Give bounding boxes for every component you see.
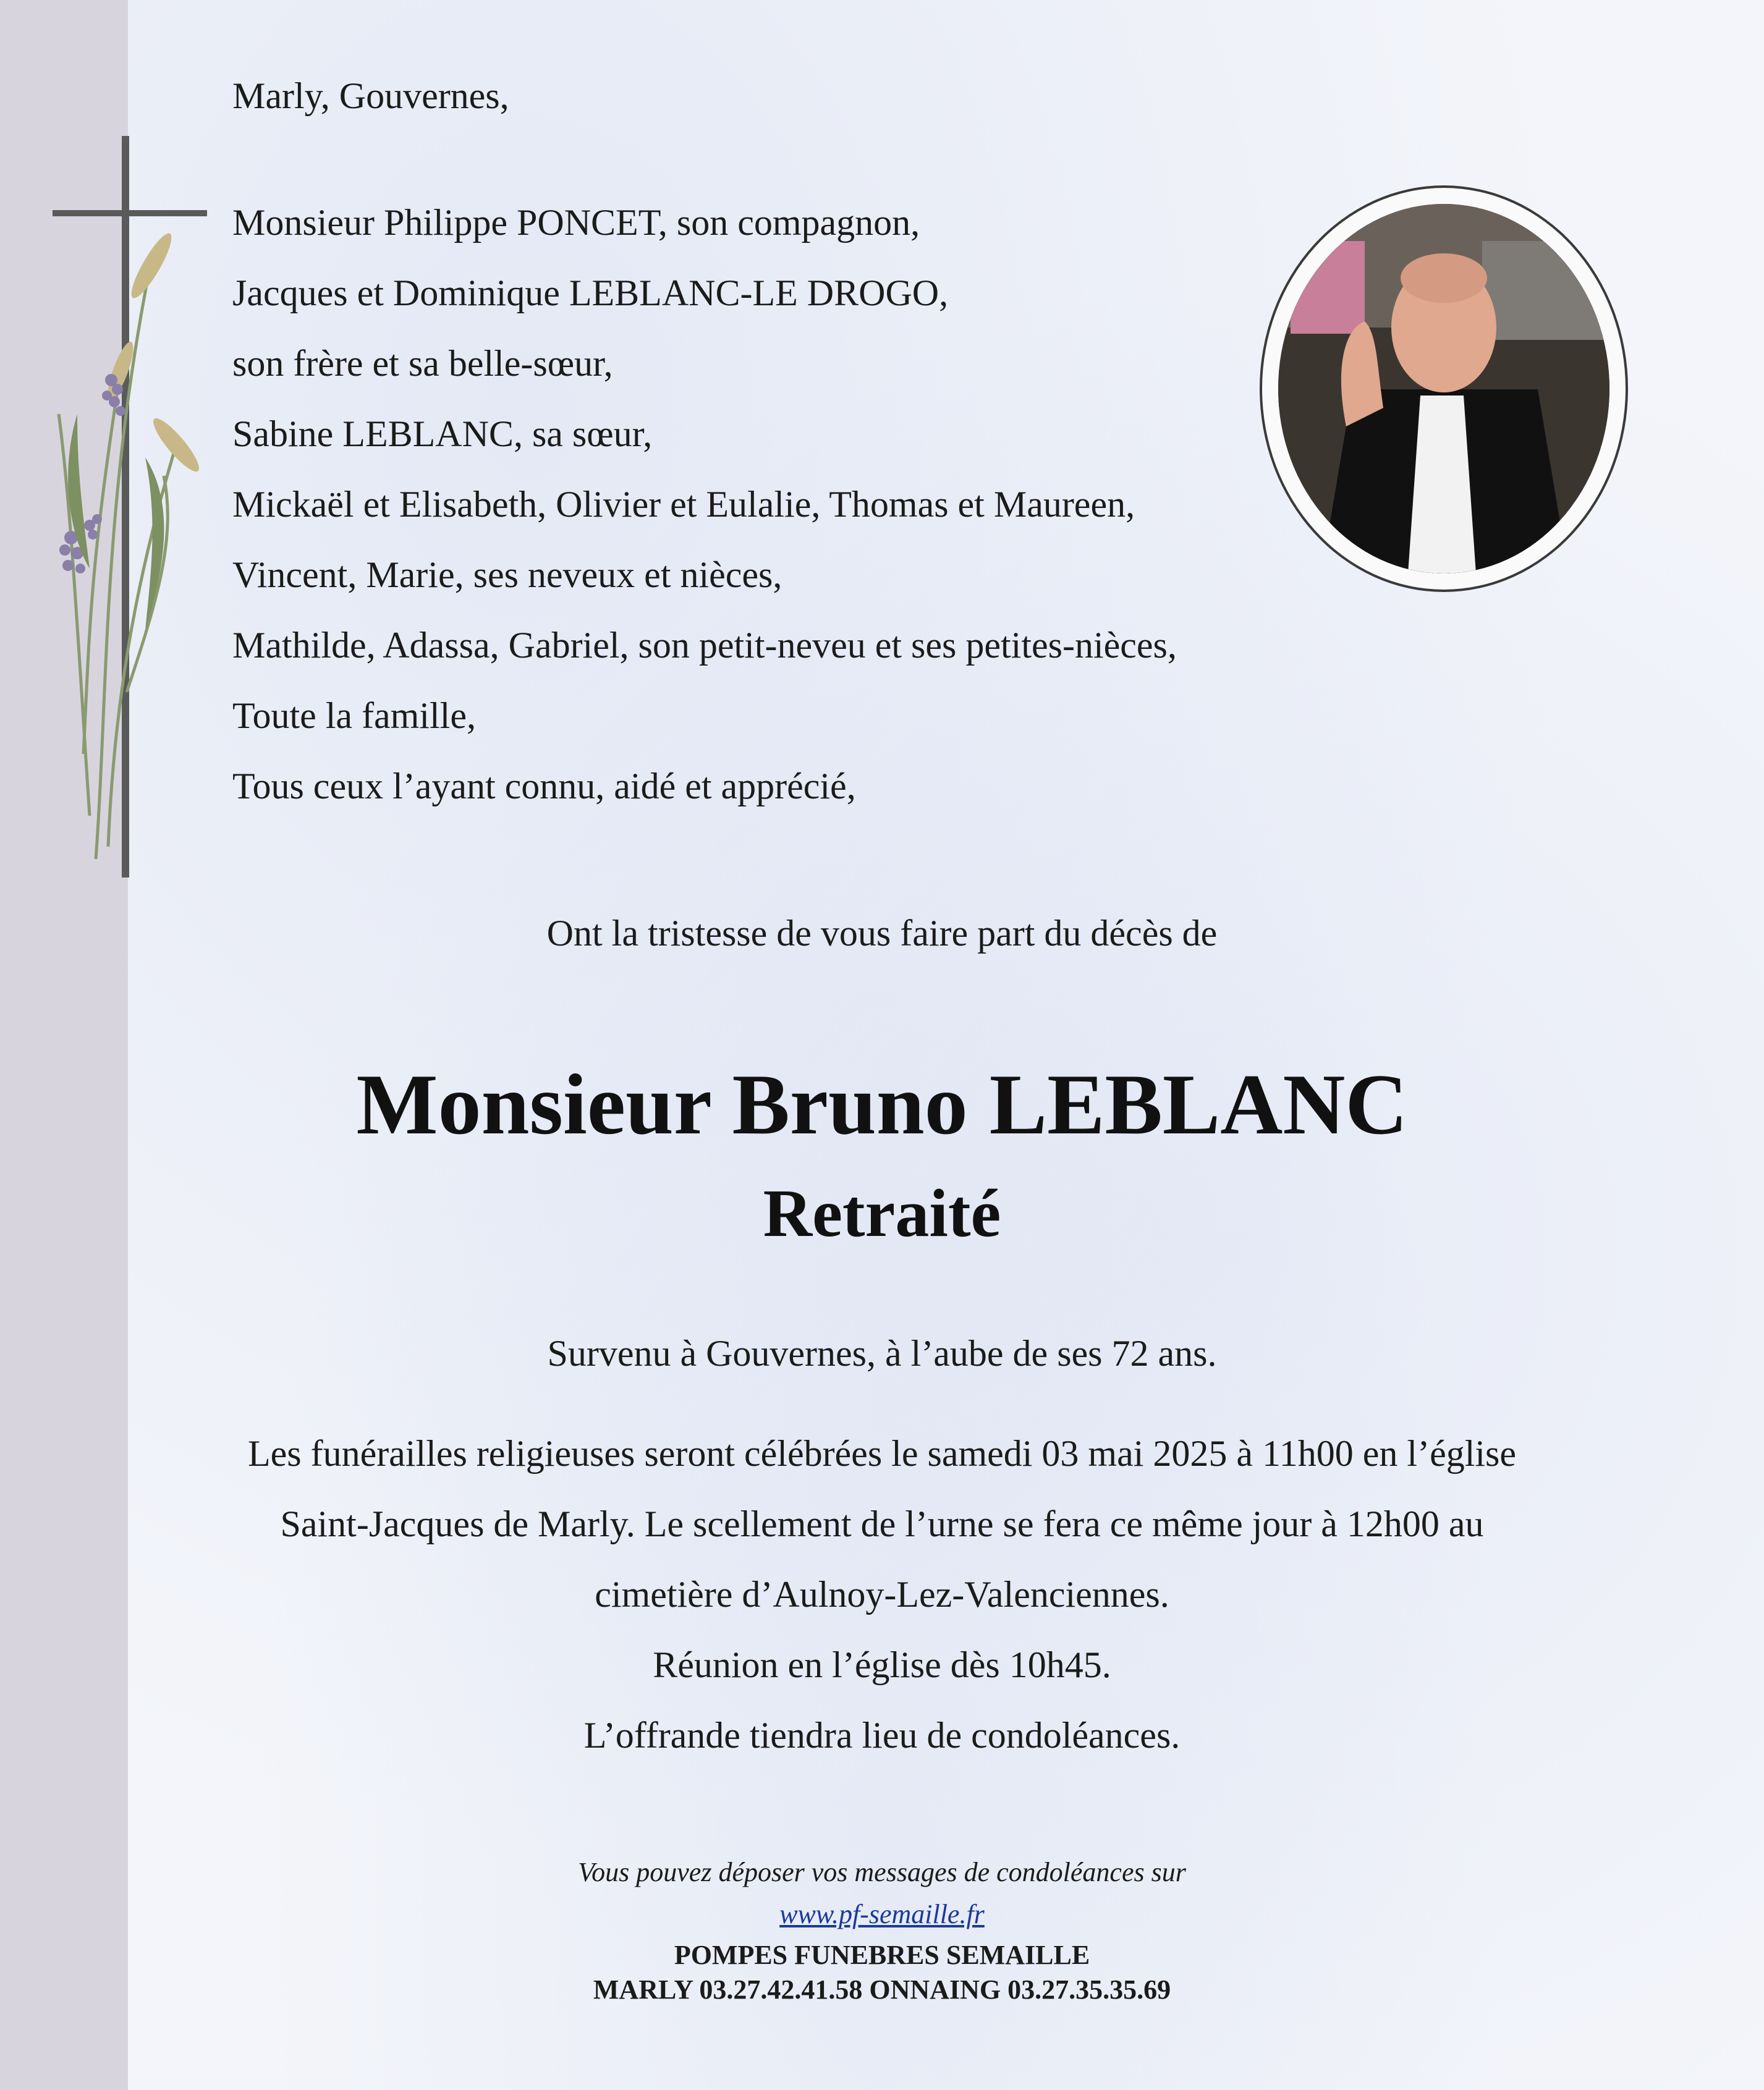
family-line-4: Sabine LEBLANC, sa sœur, [232,413,653,454]
cross-horizontal-bar [53,210,207,216]
family-line-7: Mathilde, Adassa, Gabriel, son petit-neveu et ses petites-nièces, [232,625,1177,666]
wheat-ears-icon [103,229,205,476]
family-line-3: son frère et sa belle-sœur, [232,343,613,384]
family-line-2: Jacques et Dominique LEBLANC-LE DROGO, [232,273,949,313]
funeral-line-2: Saint-Jacques de Marly. Le scellement de l’urne se fera ce même jour à 12h00 au [280,1504,1484,1544]
website-link[interactable]: www.pf-semaille.fr [779,1899,985,1929]
funeral-line-4: Réunion en l’église dès 10h45. [653,1644,1111,1685]
family-line-8: Toute la famille, [232,695,476,736]
condolences-text: Vous pouvez déposer vos messages de condoléances sur [578,1857,1186,1887]
company-phones: MARLY 03.27.42.41.58 ONNAING 03.27.35.35.69 [593,1974,1171,2005]
death-notice: Survenu à Gouvernes, à l’aube de ses 72 ans. [547,1333,1217,1374]
cross-vertical-bar [122,136,129,878]
funeral-line-3: cimetière d’Aulnoy-Lez-Valenciennes. [595,1574,1169,1615]
family-line-9: Tous ceux l’ayant connu, aidé et apprécié, [232,766,856,806]
funeral-line-1: Les funérailles religieuses seront célébrées le samedi 03 mai 2025 à 11h00 en l’église [247,1433,1517,1474]
portrait-photo [1278,204,1609,573]
family-line-1: Monsieur Philippe PONCET, son compagnon, [232,202,920,243]
announcement: Ont la tristesse de vous faire part du décès de [546,913,1218,954]
company-name: POMPES FUNEBRES SEMAILLE [674,1940,1090,1970]
cross-wheat-decoration [53,136,213,878]
deceased-name: Monsieur Bruno LEBLANC [356,1057,1408,1153]
header-place: Marly, Gouvernes, [232,75,509,116]
family-line-6: Vincent, Marie, ses neveux et nièces, [232,554,782,595]
deceased-occupation: Retraité [763,1175,1001,1251]
funeral-line-5: L’offrande tiendra lieu de condoléances. [583,1715,1181,1756]
family-line-5: Mickaël et Elisabeth, Olivier et Eulalie, Thomas et Maureen, [232,484,1135,525]
